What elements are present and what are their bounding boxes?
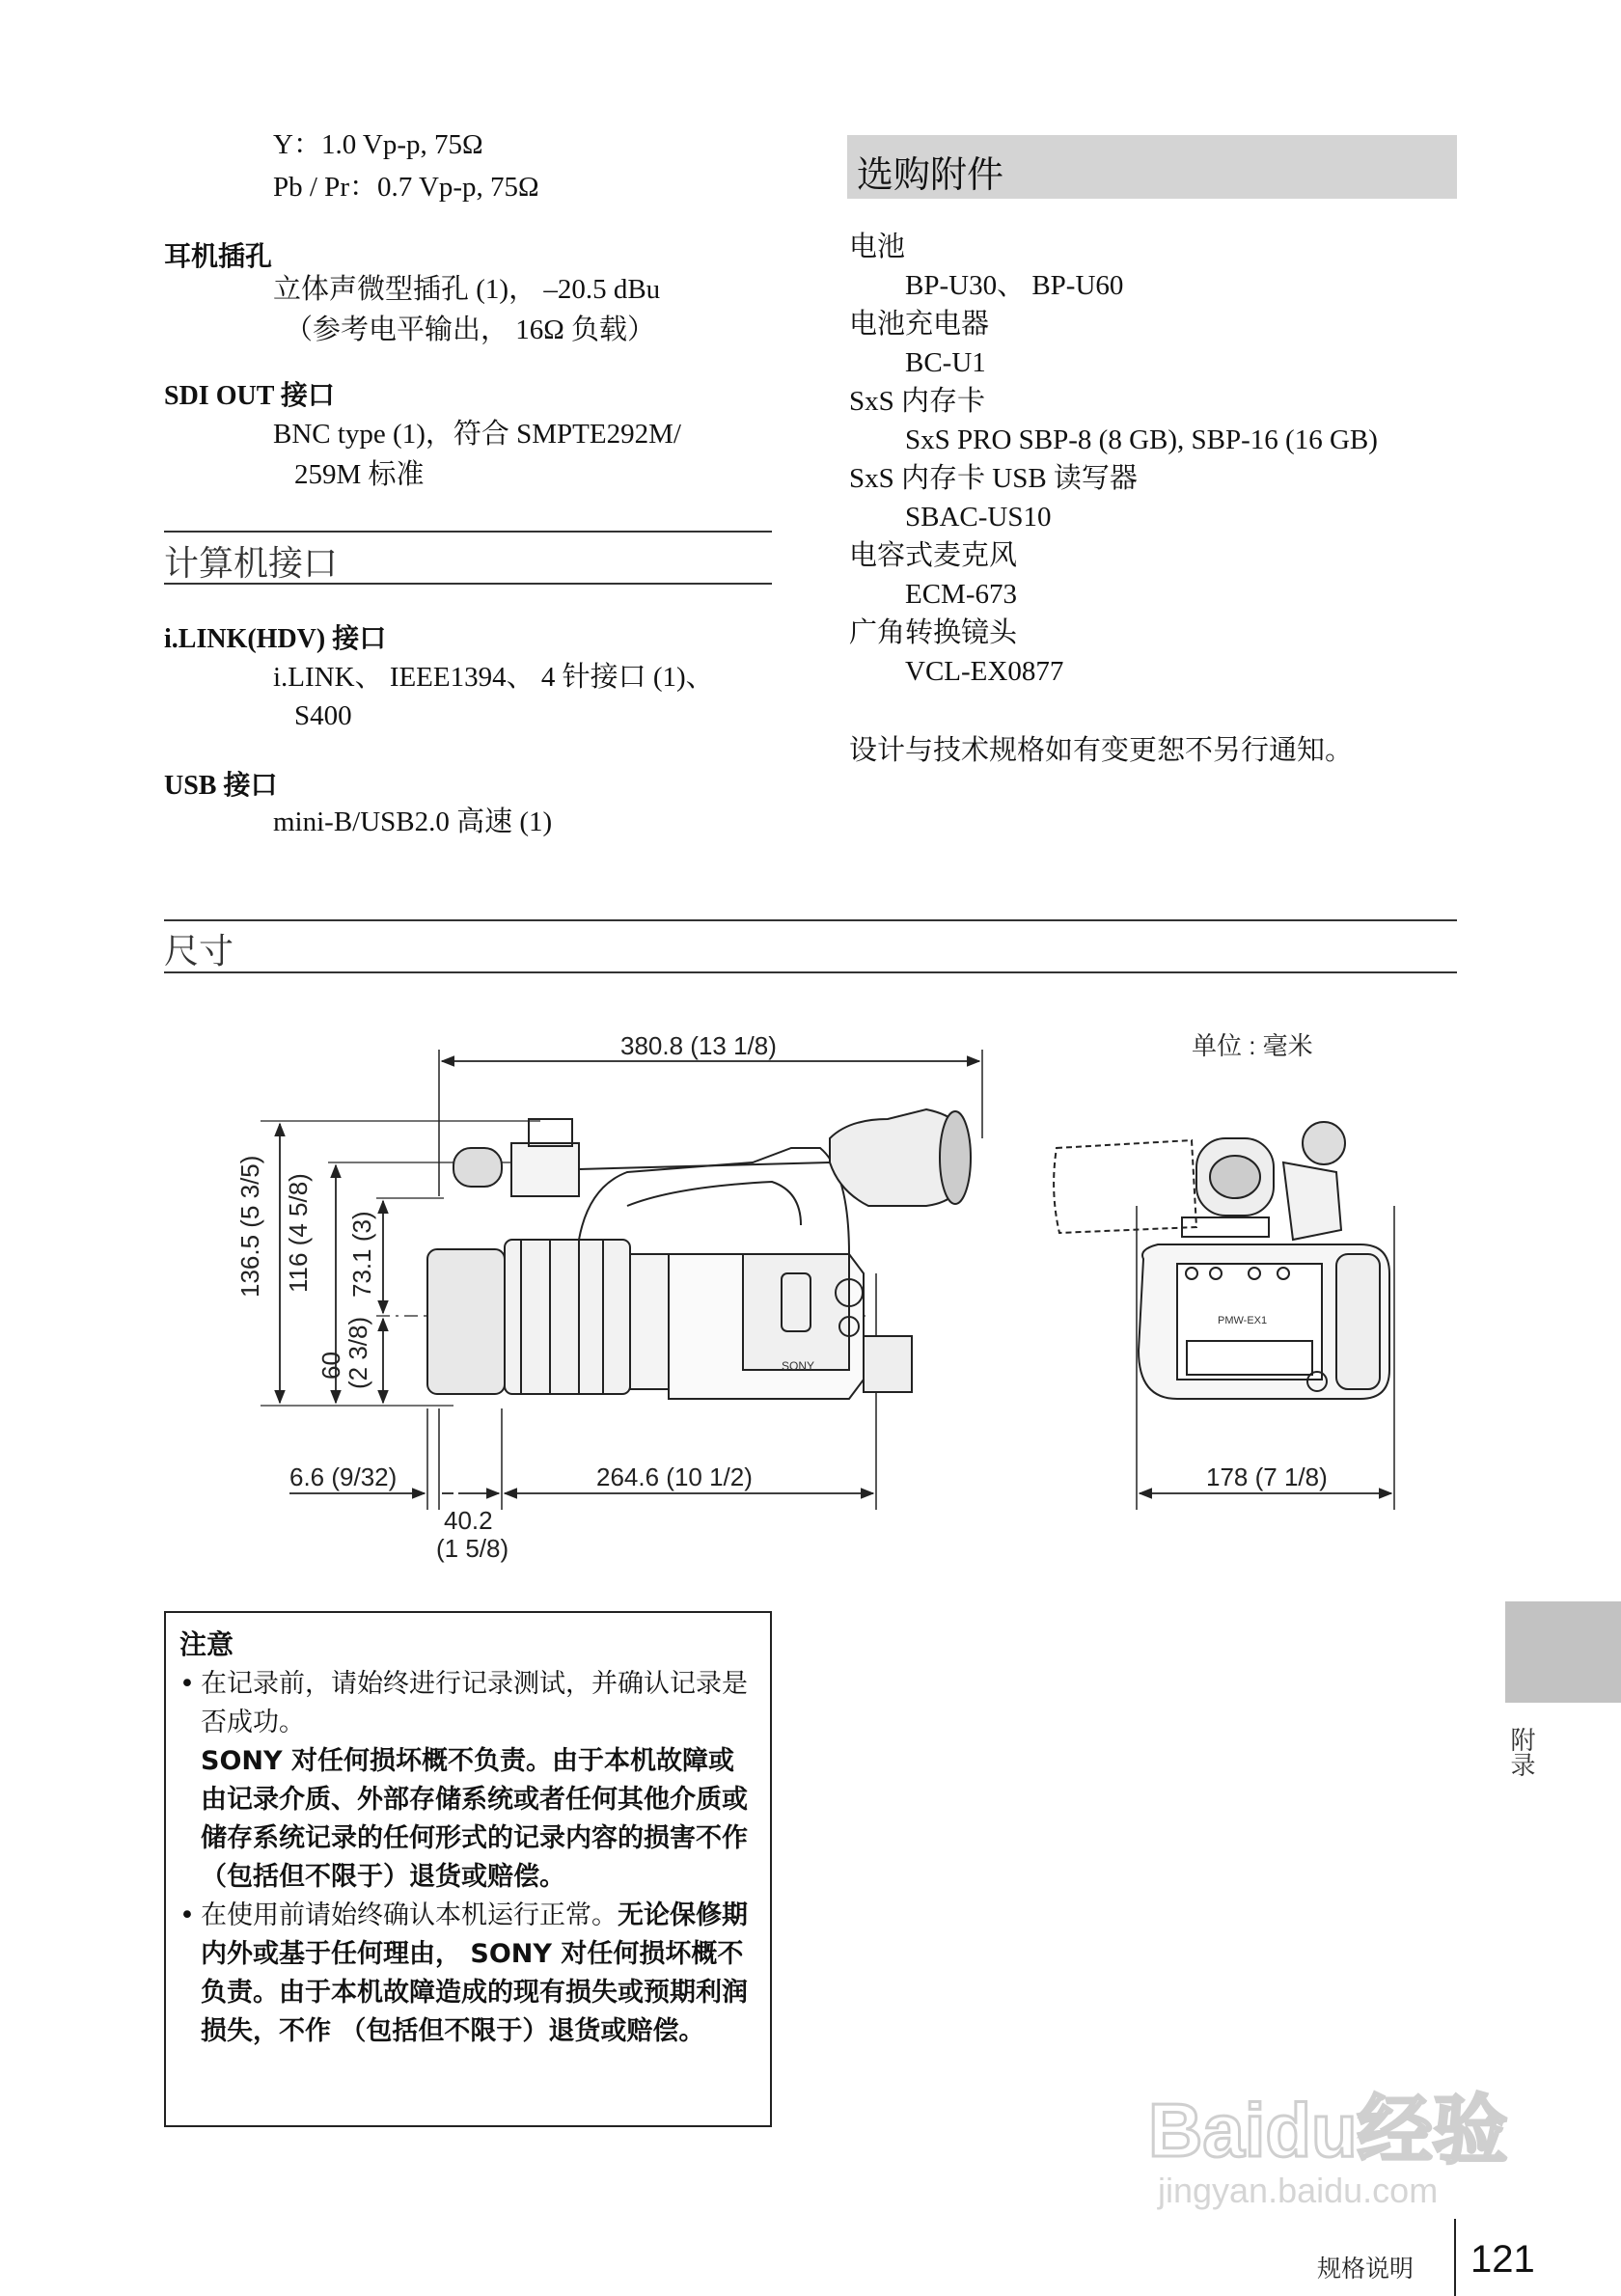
dim-height-total-label: 136.5 (5 3/5) xyxy=(235,1155,264,1298)
headphone-heading: 耳机插孔 xyxy=(164,240,273,272)
appendix-tab-label: 附录 xyxy=(1506,1727,1535,1777)
usb-spec-line1: mini-B/USB2.0 高速 (1) xyxy=(273,806,553,837)
front-model-label: PMW-EX1 xyxy=(1218,1315,1268,1326)
notice-box xyxy=(164,1611,772,2127)
camcorder-front-view xyxy=(1054,1122,1389,1399)
dim-bottom-small-inch-label: (1 5/8) xyxy=(436,1534,509,1563)
accessory-label-card-reader: SxS 内存卡 USB 读写器 xyxy=(849,463,1138,494)
accessory-value-charger: BC-U1 xyxy=(905,347,986,378)
notice-bullet-1: • 在记录前，请始终进行记录测试，并确认记录是否成功。 SONY 对任何损坏概不负责。由于本机故障或由记录介质、外部存储系统或者任何其他介质或储存系统记录的任何形式的记录内容的损害不作 （包括但不限于）退货或赔偿。 xyxy=(179,1669,748,1892)
usb-heading: USB 接口 xyxy=(164,771,278,801)
footer-divider xyxy=(1454,2219,1456,2296)
accessory-value-battery: BP-U30、 BP-U60 xyxy=(905,270,1124,301)
sdi-spec-line1: BNC type (1)，符合 SMPTE292M/ xyxy=(273,419,681,450)
accessory-label-sxs-card: SxS 内存卡 xyxy=(849,386,986,417)
notice-bullet-2: • 在使用前请始终确认本机运行正常。无论保修期内外或基于任何理由， SONY 对任何损坏概不负责。由于本机故障造成的现有损失或预期利润损失，不作 （包括但不限于）退货或赔偿。 xyxy=(179,1900,748,2046)
accessory-label-wide-lens: 广角转换镜头 xyxy=(849,617,1018,648)
accessory-value-wide-lens: VCL-EX0877 xyxy=(905,656,1064,687)
accessory-label-microphone: 电容式麦克风 xyxy=(849,540,1018,571)
dim-height-60-inch-label: (2 3/8) xyxy=(343,1316,372,1389)
notice-bullet-2-text: 在使用前请始终确认本机运行正常。 xyxy=(201,1900,618,1930)
video-out-line-pbpr: Pb / Pr：0.7 Vp-p, 75Ω xyxy=(273,172,539,203)
ilink-spec-line1: i.LINK、 IEEE1394、 4 针接口 (1)、 xyxy=(273,662,714,693)
accessory-value-sxs-card: SxS PRO SBP-8 (8 GB), SBP-16 (16 GB) xyxy=(905,424,1378,455)
headphone-spec-line1: 立体声微型插孔 (1)， –20.5 dBu xyxy=(273,274,661,305)
camcorder-side-view xyxy=(427,1109,971,1399)
notice-bullet-2-bold: 无论保修期内外或基于任何理由， SONY 对任何损坏概不负责。由于本机故障造成的现有损失或预期利润损失，不作 （包括但不限于）退货或赔偿。 xyxy=(201,1900,748,2046)
sdi-spec-line2: 259M 标准 xyxy=(294,459,425,490)
accessories-title: 选购附件 xyxy=(857,153,1004,196)
headphone-spec-line2: （参考电平输出， 16Ω 负载） xyxy=(285,314,656,345)
dim-bottom-mid-label: 264.6 (10 1/2) xyxy=(596,1462,753,1491)
notice-title: 注意 xyxy=(179,1628,234,1660)
appendix-tab xyxy=(1505,1601,1621,1703)
video-out-line-y: Y：1.0 Vp-p, 75Ω xyxy=(273,129,483,160)
ilink-spec-line2: S400 xyxy=(294,700,352,731)
dim-height-60-label: 60 xyxy=(316,1352,345,1380)
ilink-heading: i.LINK(HDV) 接口 xyxy=(164,624,387,654)
dimensions-title: 尺寸 xyxy=(164,932,234,971)
dim-height-73-label: 73.1 (3) xyxy=(347,1211,376,1298)
accessory-label-battery: 电池 xyxy=(849,232,906,262)
watermark-brand: Baidu经验 xyxy=(1148,2088,1508,2173)
side-brand-label: SONY xyxy=(782,1359,815,1373)
spec-change-note: 设计与技术规格如有变更恕不另行通知。 xyxy=(849,735,1354,766)
notice-bullet-1-text: 在记录前，请始终进行记录测试，并确认记录是否成功。 xyxy=(201,1669,748,1737)
accessory-value-microphone: ECM-673 xyxy=(905,579,1017,610)
accessory-label-charger: 电池充电器 xyxy=(849,309,990,340)
dim-bottom-left-label: 6.6 (9/32) xyxy=(289,1462,398,1491)
sdi-heading: SDI OUT 接口 xyxy=(164,381,335,411)
dim-height-116-label: 116 (4 5/8) xyxy=(284,1173,313,1293)
footer-section-label: 规格说明 xyxy=(1317,2255,1415,2282)
unit-label: 单位 : 毫米 xyxy=(1192,1031,1313,1060)
dim-bottom-small-label: 40.2 xyxy=(444,1506,493,1535)
baidu-watermark xyxy=(1148,2079,1553,2214)
watermark-url: jingyan.baidu.com xyxy=(1158,2171,1439,2210)
dim-front-width-label: 178 (7 1/8) xyxy=(1206,1462,1328,1491)
page-number: 121 xyxy=(1470,2238,1535,2281)
notice-bullet-1-bold: SONY 对任何损坏概不负责。由于本机故障或由记录介质、外部存储系统或者任何其他介质或储存系统记录的任何形式的记录内容的损害不作 （包括但不限于）退货或赔偿。 xyxy=(201,1746,748,1892)
dim-top-width-label: 380.8 (13 1/8) xyxy=(620,1031,777,1060)
accessory-value-card-reader: SBAC-US10 xyxy=(905,502,1052,533)
computer-section-title: 计算机接口 xyxy=(164,544,339,584)
